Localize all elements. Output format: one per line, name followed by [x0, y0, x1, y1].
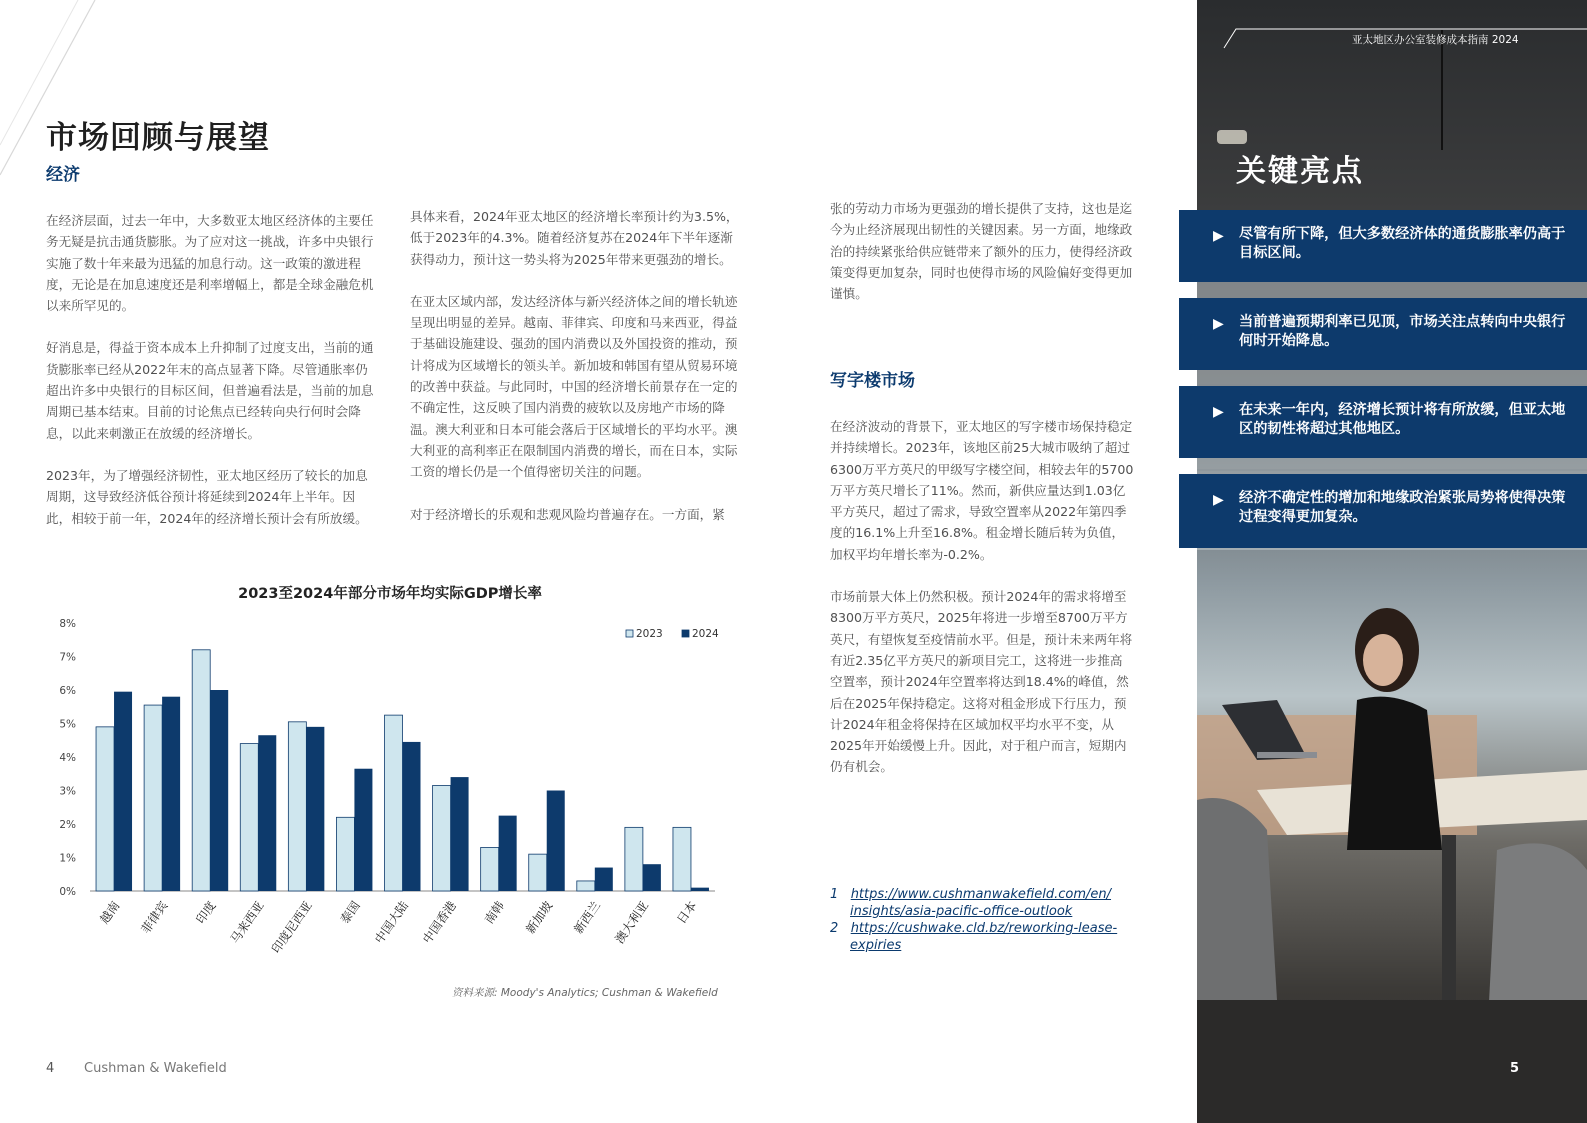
bar-2024	[595, 868, 613, 891]
bar-2024	[162, 697, 180, 891]
text-column-3-top	[830, 198, 1135, 325]
bar-2024	[451, 777, 469, 891]
legend-label: 2023	[636, 628, 663, 640]
bar-2023	[577, 881, 595, 891]
paragraph: 市场前景大体上仍然积极。预计2024年的需求将增至8300万平方英尺，2025年将进一步增至8700万平方英尺，有望恢复至疫情前水平。但是，预计未来两年将有近2.35亿平方英尺的新项目完工，这将进一步推高空置率，预计2024年空置率将达到18.4%的峰值，然后在2025年保持稳定。这将对租金形成下行压力，预计2024年租金将保持在区域加权平均水平不变，从2025年开始缓慢上升。因此，对于租户而言，短期内仍有机会。	[830, 589, 1133, 775]
highlights-title: 关键亮点	[1236, 154, 1364, 189]
bar-2023	[625, 827, 643, 891]
bar-2024	[643, 864, 661, 891]
x-tick-label: 越南	[97, 898, 123, 927]
y-tick-label: 8%	[59, 618, 76, 630]
legend-swatch	[626, 630, 633, 637]
bar-2023	[288, 722, 306, 891]
bar-2023	[673, 827, 691, 891]
paragraph: 在经济波动的背景下，亚太地区的写字楼市场保持稳定并持续增长。2023年，该地区前25大城市吸纳了超过6300万平方英尺的甲级写字楼空间，相较去年的5700万平方英尺增长了11%。然而，新供应量达到1.03亿平方英尺，超过了需求，导致空置率从2022年第四季度的16.1%上升至16.8%。租金增长随后转为负值，加权平均年增长率为-0.2%。	[830, 419, 1134, 562]
bar-2024	[354, 769, 372, 891]
play-arrow-icon: ▶	[1213, 316, 1224, 332]
chart-title: 2023至2024年部分市场年均实际GDP增长率	[238, 586, 542, 602]
section-heading-office-market: 写字楼市场	[830, 371, 915, 391]
y-tick-label: 0%	[59, 886, 76, 898]
y-tick-label: 4%	[59, 752, 76, 764]
bar-2023	[240, 744, 258, 891]
footnote-1[interactable]: 1 https://www.cushmanwakefield.com/en/ insights/asia-pacific-office-outlook	[830, 887, 1112, 919]
bar-2024	[691, 888, 709, 891]
bar-2023	[336, 817, 354, 891]
highlight-item: ▶ 当前普遍预期利率已见顶，市场关注点转向中央银行何时开始降息。	[1179, 298, 1587, 370]
bar-2024	[403, 742, 421, 891]
footnotes	[830, 886, 1150, 954]
bar-2024	[210, 690, 228, 891]
legend-swatch	[682, 630, 689, 637]
paragraph: 2023年，为了增强经济韧性，亚太地区经历了较长的加息周期，这导致经济低谷预计将延续到2024年上半年。因此，相较于前一年，2024年的经济增长预计会有所放缓。	[46, 467, 368, 526]
play-arrow-icon: ▶	[1213, 492, 1224, 508]
footnote-link[interactable]: expiries	[850, 938, 902, 953]
bar-2024	[258, 735, 276, 891]
y-tick-label: 2%	[59, 819, 76, 831]
paragraph: 对于经济增长的乐观和悲观风险均普遍存在。一方面，紧	[410, 506, 725, 522]
paragraph: 好消息是，得益于资本成本上升抑制了过度支出，当前的通货膨胀率已经从2022年末的高点显著下降。尽管通胀率仍超出许多中央银行的目标区间，但普遍看法是，当前的加息周期已基本结束。目前的讨论焦点已经转向央行何时会降息，以此来刺激正在放缓的经济增长。	[46, 340, 374, 441]
document-title: 亚太地区办公室装修成本指南 2024	[1352, 34, 1519, 46]
bar-2023	[144, 705, 162, 891]
bar-2024	[547, 791, 565, 892]
page-title: 市场回顾与展望	[46, 120, 270, 156]
bar-2024	[306, 727, 324, 891]
bar-2023	[385, 715, 403, 891]
x-tick-label: 南韩	[481, 898, 508, 927]
bar-2024	[114, 692, 132, 891]
bar-2024	[499, 816, 517, 891]
highlight-item: ▶ 在未来一年内，经济增长预计将有所放缓，但亚太地区的韧性将超过其他地区。	[1179, 386, 1587, 458]
section-heading-economy: 经济	[46, 165, 80, 185]
brand-name: Cushman & Wakefield	[84, 1061, 227, 1076]
footnote-link[interactable]: https://cushwake.cld.bz/reworking-lease-	[850, 921, 1118, 936]
text-column-2	[410, 206, 740, 546]
x-tick-label: 印度尼西亚	[268, 898, 315, 956]
x-tick-label: 日本	[674, 898, 700, 927]
x-tick-label: 澳大利亚	[612, 898, 652, 947]
x-tick-label: 印度	[193, 898, 219, 927]
text-column-3-office	[830, 416, 1135, 799]
y-tick-label: 3%	[59, 785, 76, 798]
x-tick-label: 新加坡	[523, 898, 556, 937]
bar-2023	[433, 785, 451, 891]
y-tick-label: 6%	[59, 685, 76, 697]
bar-2023	[481, 847, 499, 891]
chart-source: 资料来源: Moody's Analytics; Cushman & Wakefield	[452, 987, 718, 999]
highlight-item: ▶ 经济不确定性的增加和地缘政治紧张局势将使得决策过程变得更加复杂。	[1179, 474, 1587, 548]
x-tick-label: 马来西亚	[227, 898, 267, 947]
gdp-chart-svg	[40, 575, 740, 1015]
paragraph: 张的劳动力市场为更强劲的增长提供了支持，这也是迄今为止经济展现出韧性的关键因素。另一方面，地缘政治的持续紧张给供应链带来了额外的压力，使得经济政策变得更加复杂，同时也使得市场的风险偏好变得更加谨慎。	[830, 201, 1133, 302]
paragraph: 具体来看，2024年亚太地区的经济增长率预计约为3.5%，低于2023年的4.3%。随着经济复苏在2024年下半年逐渐获得动力，预计这一势头将为2025年带来更强劲的增长。	[410, 209, 739, 267]
play-arrow-icon: ▶	[1213, 228, 1224, 244]
gdp-chart	[40, 575, 740, 1015]
bar-2023	[96, 727, 114, 891]
paragraph: 在经济层面，过去一年中，大多数亚太地区经济体的主要任务无疑是抗击通货膨胀。为了应对这一挑战，许多中央银行实施了数十年来最为迅猛的加息行动。这一政策的激进程度，无论是在加息速度还是利率增幅上，都是全球金融危机以来所罕见的。	[46, 213, 374, 314]
y-tick-label: 7%	[59, 651, 76, 664]
paragraph: 在亚太区域内部，发达经济体与新兴经济体之间的增长轨迹呈现出明显的差异。越南、菲律宾、印度和马来西亚，得益于基础设施建设、强劲的国内消费以及外国投资的推动，预计将成为区域增长的领头羊。新加坡和韩国有望从贸易环境的改善中获益。与此同时，中国的经济增长前景存在一定的不确定性，这反映了国内消费的疲软以及房地产市场的降温。澳大利亚和日本可能会落后于区域增长的平均水平。澳大利亚的高利率正在限制国内消费的增长，而在日本，实际工资的增长仍是一个值得密切关注的问题。	[410, 293, 738, 480]
page-number-left: 4	[46, 1061, 55, 1076]
x-tick-label: 泰国	[337, 898, 363, 927]
y-tick-label: 1%	[59, 852, 76, 865]
footnote-2[interactable]: 2 https://cushwake.cld.bz/reworking-lease- expiries	[830, 921, 1118, 953]
footnote-link[interactable]: insights/asia-pacific-office-outlook	[850, 904, 1073, 919]
page-number-right: 5	[1510, 1061, 1520, 1076]
x-tick-label: 中国香港	[420, 898, 460, 947]
footnote-link[interactable]: https://www.cushmanwakefield.com/en/	[850, 887, 1112, 902]
highlight-item: ▶ 尽管有所下降，但大多数经济体的通货膨胀率仍高于目标区间。	[1179, 210, 1587, 282]
text-column-1	[46, 210, 374, 550]
y-tick-label: 5%	[59, 718, 76, 731]
x-tick-label: 菲律宾	[138, 898, 171, 937]
bar-2023	[192, 650, 210, 891]
x-tick-label: 中国大陆	[371, 898, 411, 947]
bar-2023	[529, 854, 547, 891]
play-arrow-icon: ▶	[1213, 404, 1224, 420]
legend-label: 2024	[692, 628, 719, 640]
x-tick-label: 新西兰	[571, 898, 604, 937]
